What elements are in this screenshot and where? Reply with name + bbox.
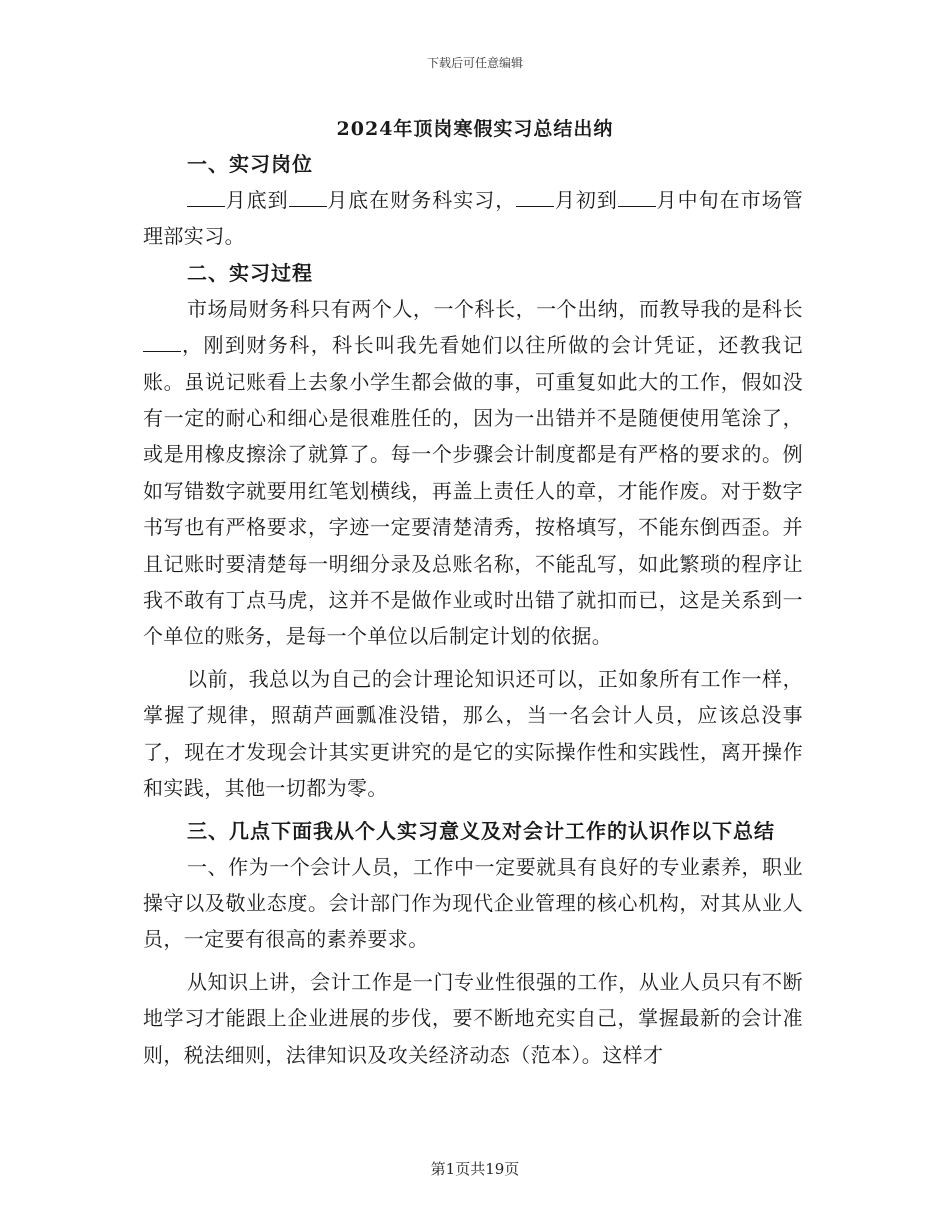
paragraph-summary-1: 一、作为一个会计人员，工作中一定要就具有良好的专业素养，职业操守以及敬业态度。会计部门作为现代企业管理的核心机构，对其从业人员，一定要有很高的素养要求。 [143, 854, 803, 952]
paragraph-internship-positions [143, 182, 803, 255]
page-number: 第1页共19页 [430, 1160, 520, 1178]
text-segment: ，刚到财务科，科长叫我先看她们以往所做的会计凭证，还教我记账。虽说记账看上去象小学生都会做的事，可重复如此大的工作，假如没有一定的耐心和细心是很难胜任的，因为一出错并不是随便使用笔涂了，或是用橡皮擦涂了就算了。每一个步骤会计制度都是有严格的要求的。例如写错数字就要用红笔划横线，再盖上责任人的章，才能作废。对于数字书写也有严格要求，字迹一定要清楚清秀，按格填写，不能东倒西歪。并且记账时要清楚每一明细分录及总账名称，不能乱写，如此繁琐的程序让我不敢有丁点马虎，这并不是做作业或时出错了就扣而已，这是关系到一个单位的账务，是每一个单位以后制定计划的依据。 [143, 333, 803, 649]
blank-line [516, 188, 554, 207]
paragraph-process-2: 以前，我总以为自己的会计理论知识还可以，正如象所有工作一样，掌握了规律，照葫芦画瓢准没错，那么，当一名会计人员，应该总没事了，现在才发现会计其实更讲究的是它的实际操作性和实践性，离开操作和实践，其他一切都为零。 [143, 666, 803, 801]
blank-line [618, 188, 656, 207]
document-title: 2024年顶岗寒假实习总结出纳 [336, 118, 614, 140]
text-segment: 月底到 [225, 188, 289, 212]
blank-line [289, 188, 327, 207]
text-segment: 月中旬在市场管理部实习。 [143, 188, 804, 249]
document-body [143, 146, 803, 1073]
header-note: 下载后可任意编辑 [426, 56, 523, 70]
blank-line [187, 188, 225, 207]
blank-line [143, 333, 181, 352]
paragraph-summary-2: 从知识上讲，会计工作是一门专业性很强的工作，从业人员只有不断地学习才能跟上企业进展的步伐，要不断地充实自己，掌握最新的会计准则，税法细则，法律知识及攻关经济动态（范本）。这样才 [143, 969, 803, 1067]
paragraph-process-1 [143, 291, 803, 655]
section-heading-1: 一、实习岗位 [187, 152, 313, 176]
text-segment: 市场局财务科只有两个人，一个科长，一个出纳，而教导我的是科长 [187, 296, 803, 321]
text-segment: 月初到 [554, 188, 618, 212]
text-segment: 月底在财务科实习， [326, 188, 517, 212]
section-heading-3: 三、几点下面我从个人实习意义及对会计工作的认识作以下总结 [187, 818, 775, 843]
section-heading-2: 二、实习过程 [187, 260, 313, 285]
